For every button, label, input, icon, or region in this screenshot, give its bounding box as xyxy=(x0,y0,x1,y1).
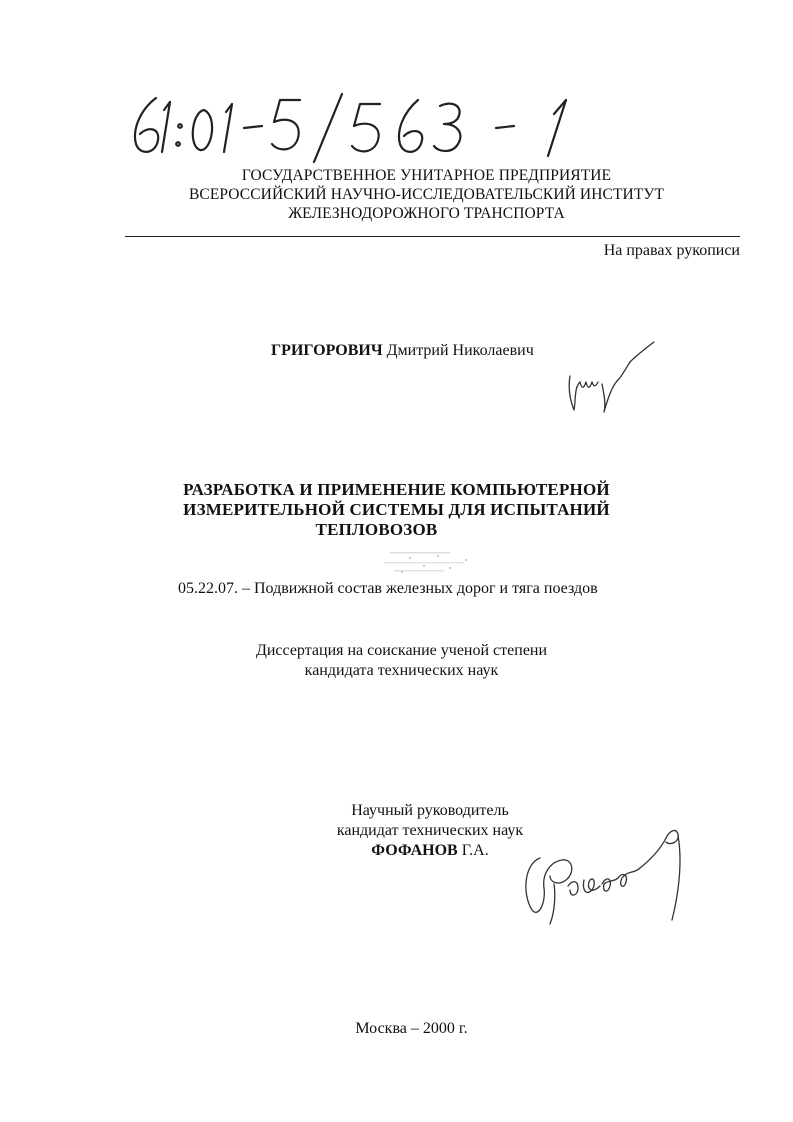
handwritten-archive-code xyxy=(118,86,618,166)
degree-line-2: кандидата технических наук xyxy=(304,662,499,679)
degree-line-1: Диссертация на соискание ученой степени xyxy=(255,642,548,659)
faint-stamp-mark xyxy=(380,548,510,582)
rights-note: На правах рукописи xyxy=(603,242,740,259)
supervisor-surname: ФОФАНОВ xyxy=(371,842,458,859)
title-line-2: ИЗМЕРИТЕЛЬНОЙ СИСТЕМЫ ДЛЯ ИСПЫТАНИЙ xyxy=(183,500,610,519)
supervisor-initials: Г.А. xyxy=(461,842,489,859)
organization-line-1: ГОСУДАРСТВЕННОЕ УНИТАРНОЕ ПРЕДПРИЯТИЕ xyxy=(241,167,612,184)
specialty-code: 05.22.07. – Подвижной состав железных дорог и тяга поездов xyxy=(178,580,598,597)
title-line-3: ТЕПЛОВОЗОВ xyxy=(315,520,438,539)
dissertation-title xyxy=(0,480,793,540)
supervisor-signature xyxy=(510,824,690,934)
supervisor-role: Научный руководитель xyxy=(351,802,509,819)
header-divider xyxy=(125,236,740,237)
city-and-year: Москва – 2000 г. xyxy=(355,1020,468,1037)
degree-statement xyxy=(0,641,793,681)
organization-line-3: ЖЕЛЕЗНОДОРОЖНОГО ТРАНСПОРТА xyxy=(288,205,565,222)
author-surname: ГРИГОРОВИЧ xyxy=(271,342,383,359)
author-name xyxy=(271,342,534,360)
organization-header xyxy=(60,166,793,223)
author-signature xyxy=(560,338,660,418)
author-given-names: Дмитрий Николаевич xyxy=(386,342,534,359)
organization-line-2: ВСЕРОССИЙСКИЙ НАУЧНО-ИССЛЕДОВАТЕЛЬСКИЙ ИНСТИТУТ xyxy=(188,186,665,203)
supervisor-degree: кандидат технических наук xyxy=(336,822,524,839)
title-line-1: РАЗРАБОТКА И ПРИМЕНЕНИЕ КОМПЬЮТЕРНОЙ xyxy=(183,480,610,499)
